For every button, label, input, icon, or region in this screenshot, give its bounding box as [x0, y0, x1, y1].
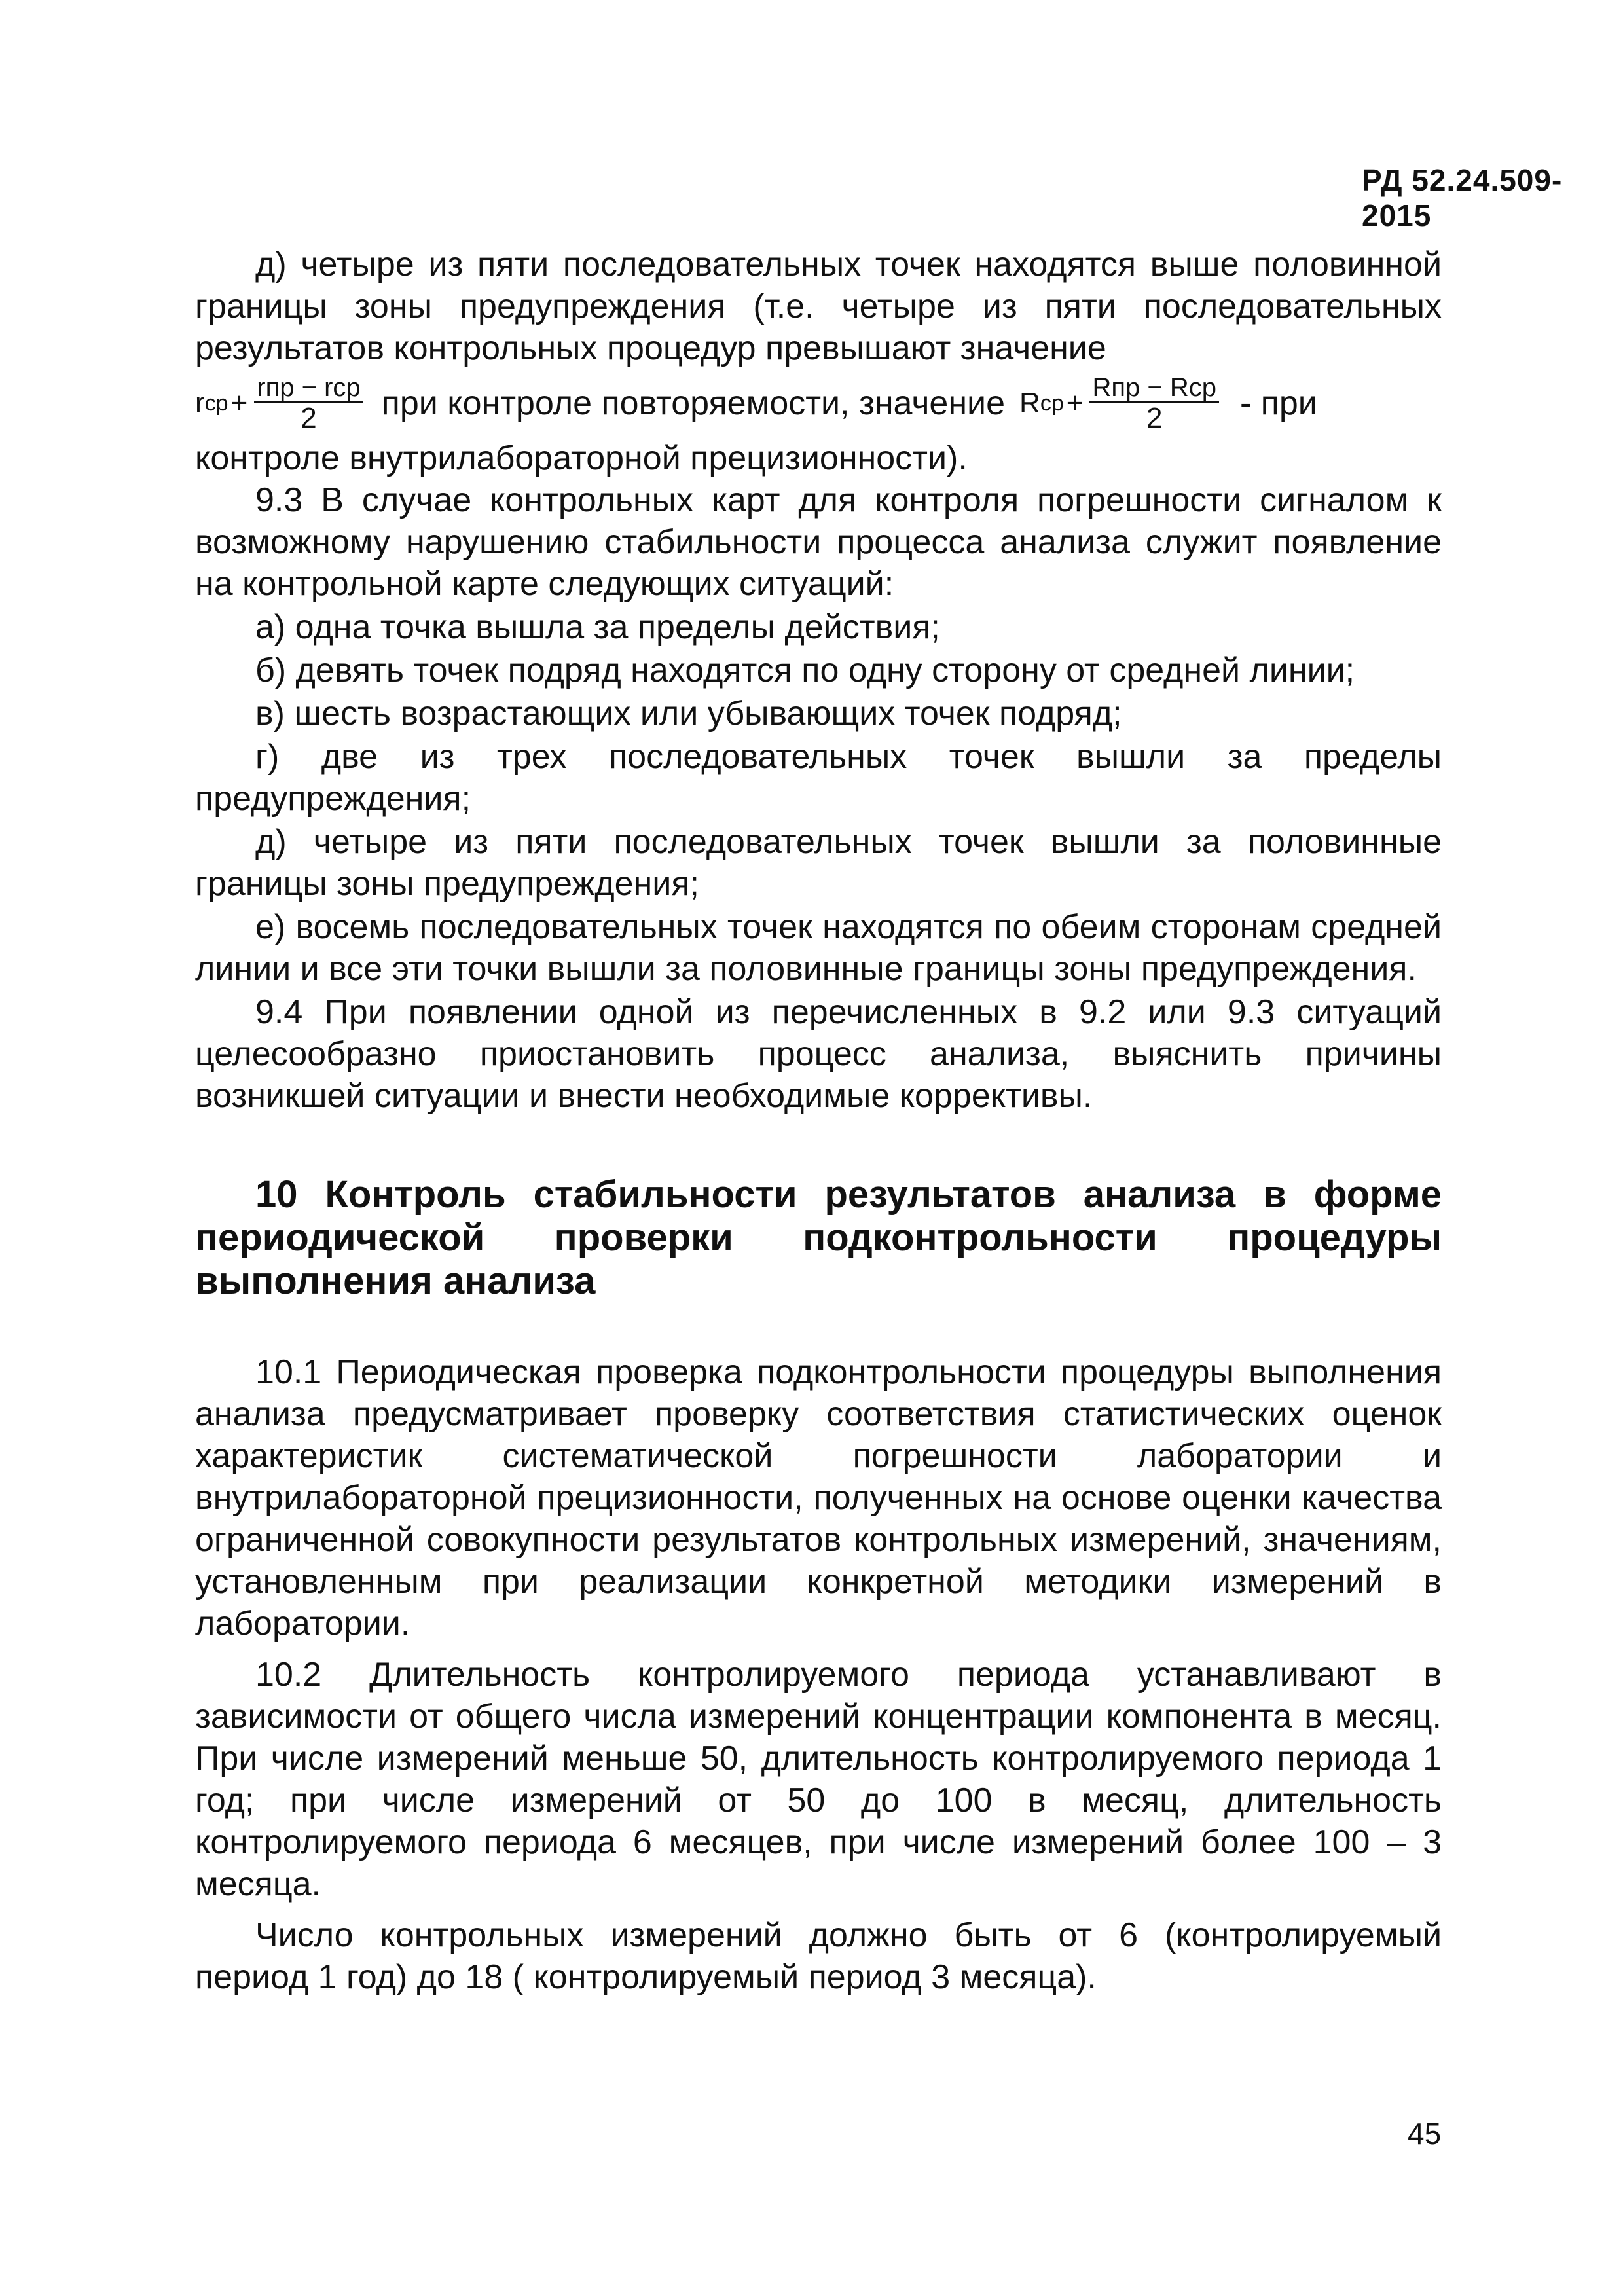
page-number: 45 — [1408, 2117, 1442, 2151]
formula-text-repeatability: при контроле повторяемости, значение — [381, 384, 1006, 422]
paragraph-item-d-intro: д) четыре из пяти последовательных точек находятся выше половинной границы зоны предупреждения (т.е. четыре из пяти последовательных результатов контрольных процедур превышают значение — [195, 246, 1442, 367]
formula-fraction-R — [1089, 374, 1219, 433]
formula-text-dash: - при — [1239, 384, 1317, 422]
paragraph-measurement-count: Число контрольных измерений должно быть от 6 (контролируемый период 1 год) до 18 ( контролируемый период 3 месяца). — [195, 1916, 1442, 1996]
formula-fraction-r-denominator: 2 — [301, 401, 317, 434]
list-item: б) девять точек подряд находятся по одну сторону от средней линии; — [255, 651, 1355, 689]
formula-fraction-R-numerator: Rпр − Rср — [1089, 374, 1219, 403]
formula-plus-1: + — [230, 387, 248, 419]
list-item: д) четыре из пяти последовательных точек вышли за половинные границы зоны предупреждения; — [195, 823, 1442, 903]
formula-R-subscript: ср — [1040, 391, 1064, 416]
list-item: е) восемь последовательных точек находятся по обеим сторонам средней линии и все эти точки вышли за половинные границы зоны предупреждения. — [195, 908, 1442, 988]
paragraph-item-d-end: контроле внутрилабораторной прецизионности). — [195, 439, 968, 477]
paragraph-10-2: 10.2 Длительность контролируемого периода устанавливают в зависимости от общего числа измерений концентрации компонента в месяц. При числе измерений меньше 50, длительность контролируемого периода 1 год; при числе измерений от 50 до 100 в месяц, длительность контролируемого периода 6 месяцев, при числе измерений более 100 – 3 месяца. — [195, 1656, 1442, 1903]
paragraph-10-1: 10.1 Периодическая проверка подконтрольности процедуры выполнения анализа предусматривает проверку соответствия статистических оценок характеристик систематической погрешности лаборатории и внутрилабораторной прецизионности, полученных на основе оценки качества ограниченной совокупности результатов контрольных измерений, значениям, установленным при реализации конкретной методики измерений в лаборатории. — [195, 1353, 1442, 1643]
formula-line — [195, 369, 1442, 437]
formula-fraction-r-numerator: rпр − rср — [254, 374, 363, 403]
page-content — [195, 244, 1442, 1998]
paragraph-9-3: 9.3 В случае контрольных карт для контроля погрешности сигналом к возможному нарушению стабильности процесса анализа служит появление на контрольной карте следующих ситуаций: — [195, 481, 1442, 603]
list-item: а) одна точка вышла за пределы действия; — [255, 608, 940, 646]
list-item: г) две из трех последовательных точек вышли за пределы предупреждения; — [195, 738, 1442, 818]
document-code: РД 52.24.509-2015 — [1362, 163, 1563, 232]
list-item: в) шесть возрастающих или убывающих точек подряд; — [255, 695, 1122, 733]
formula-plus-2: + — [1066, 387, 1084, 419]
formula-r-subscript: ср — [204, 391, 228, 416]
formula-fraction-r — [254, 374, 363, 433]
formula-fraction-R-denominator: 2 — [1146, 401, 1163, 434]
section-heading: 10 Контроль стабильности результатов анализа в форме периодической проверки подконтрольности процедуры выполнения анализа — [195, 1173, 1442, 1302]
formula-R-symbol: R — [1019, 387, 1040, 419]
formula-r-symbol: r — [195, 387, 205, 419]
paragraph-9-4: 9.4 При появлении одной из перечисленных в 9.2 или 9.3 ситуаций целесообразно приостановить процесс анализа, выяснить причины возникшей ситуации и внести необходимые коррективы. — [195, 993, 1442, 1115]
